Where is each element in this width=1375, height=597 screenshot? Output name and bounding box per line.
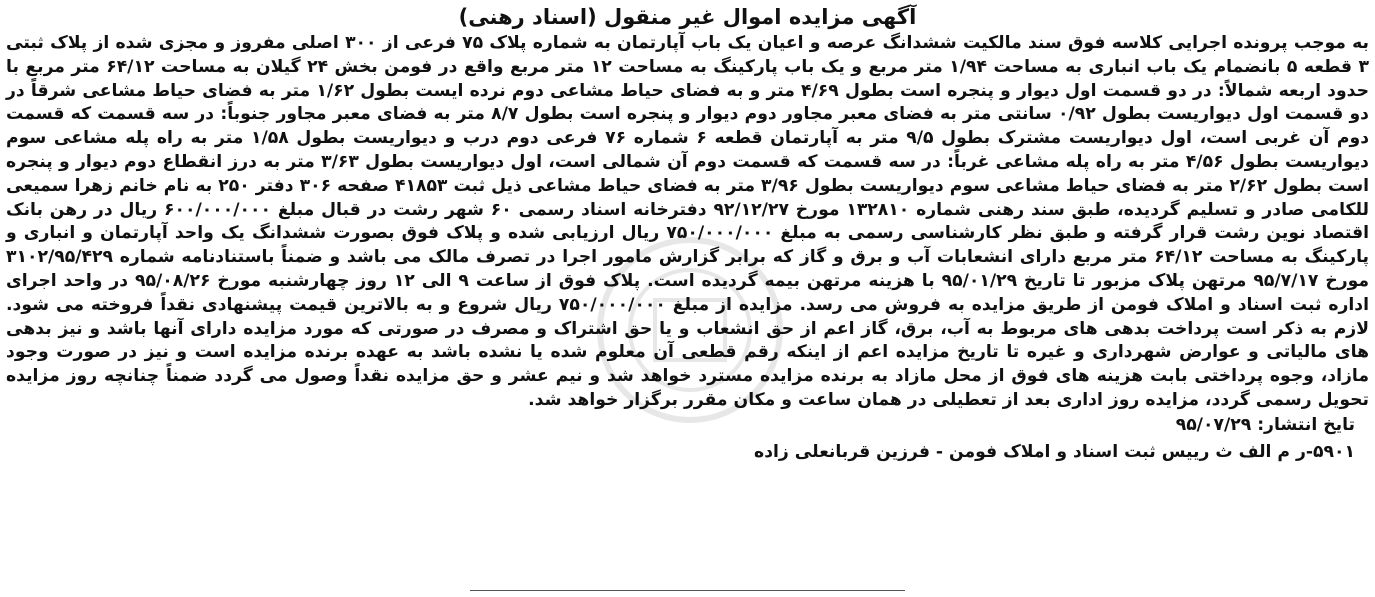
publish-date-label: تایخ انتشار: [1257,414,1355,435]
publish-date-value: ۹۵/۰۷/۲۹ [1175,414,1252,435]
signature-line: ۵۹۰۱-ر م الف ث رییس ثبت اسناد و املاک فومن - فرزین قربانعلی زاده [754,441,1355,462]
notice-title: آگهی مزایده اموال غیر منقول (اسناد رهنی) [458,5,917,29]
bottom-divider [470,590,905,591]
publish-date-row [6,413,1369,437]
notice-body: به موجب پرونده اجرایی کلاسه فوق سند مالکیت ششدانگ عرصه و اعیان یک باب آپارتمان به شماره پلاک ۷۵ فرعی از ۳۰۰ اصلی مفروز و مجزی شده از پلاک ثبتی ۳ قطعه ۵ بانضمام یک باب انباری به مساحت ۱/۹۴ متر مربع و یک باب پارکینگ به مساحت ۱۲ متر مربع واقع در فومن بخش ۲۴ گیلان به مساحت ۶۴/۱۲ متر مربع با حدود اربعه شمالاً: در دو قسمت اول دیوار و پنجره است بطول ۴/۶۹ متر و به فضای حیاط مشاعی دوم نرده ایست بطول ۱/۶۲ متر به فضای حیاط مشاعی شرقاً در دو قسمت اول دیواریست بطول ۰/۹۲ سانتی متر به فضای معبر مجاور دوم دیوار و پنجره است بطول ۸/۷ متر به فضای معبر مجاور جنوباً: در سه قسمت که قسمت دوم آن غربی است، اول دیواریست مشترک بطول ۹/۵ متر به آپارتمان قطعه ۶ شماره ۷۶ فرعی دوم درب و دیواریست بطول ۱/۵۸ متر به راه پله مشاعی سوم دیواریست بطول ۴/۵۶ متر به راه پله مشاعی غرباً: در سه قسمت که قسمت دوم آن شمالی است، اول دیواریست بطول ۳/۶۳ متر به درز انقطاع دوم دیوار و پنجره است بطول ۲/۶۲ متر به فضای حیاط مشاعی سوم دیواریست بطول ۳/۹۶ متر به فضای حیاط مشاعی ذیل ثبت ۴۱۸۵۳ صفحه ۳۰۶ دفتر ۲۵۰ به نام خانم زهرا سمیعی للکامی صادر و تسلیم گردیده، طبق سند رهنی شماره ۱۳۲۸۱۰ مورخ ۹۲/۱۲/۲۷ دفترخانه اسناد رسمی ۶۰ شهر رشت در قبال مبلغ ۶۰۰/۰۰۰/۰۰۰ ریال در رهن بانک اقتصاد نوین رشت قرار گرفته و طبق نظر کارشناسی رسمی به مبلغ ۷۵۰/۰۰۰/۰۰۰ ریال ارزیابی شده و پلاک فوق بصورت ششدانگ یک واحد آپارتمان و انباری و پارکینگ به مساحت ۶۴/۱۲ متر مربع دارای انشعابات آب و برق و گاز که برابر گزارش مامور اجرا در تصرف مالک می باشد و ضمناً باستنادنامه شماره ۳۱۰۲/۹۵/۴۲۹ مورخ ۹۵/۷/۱۷ مرتهن پلاک مزبور تا تاریخ ۹۵/۰۱/۲۹ با هزینه مرتهن بیمه گردیده است. پلاک فوق از ساعت ۹ الی ۱۲ روز چهارشنبه مورخ ۹۵/۰۸/۲۶ در واحد اجرای اداره ثبت اسناد و املاک فومن از طریق مزایده به فروش می رسد. مزایده از مبلغ ۷۵۰/۰۰۰/۰۰۰ ریال شروع و به بالاترین قیمت پیشنهادی نقداً فروخته می شود. لازم به ذکر است پرداخت بدهی های مربوط به آب، برق، گاز اعم از حق انشعاب و یا حق اشتراک و مصرف در صورتی که مورد مزایده دارای آنها باشد و نیز بدهی های مالیاتی و عوارض شهرداری و غیره تا تاریخ مزایده اعم از اینکه رقم قطعی آن معلوم شده یا نشده باشد به عهده برنده مزایده است و نیز در صورت وجود مازاد، وجوه پرداختی بابت هزینه های فوق از محل مازاد به برنده مزایده مسترد خواهد شد و نیم عشر و حق مزایده نقداً وصول می گردد ضمناً چنانچه روز مزایده تحویل رسمی گردد، مزایده روز اداری بعد از تعطیلی در همان ساعت و مکان مقرر برگزار خواهد شد. [6,33,1370,410]
